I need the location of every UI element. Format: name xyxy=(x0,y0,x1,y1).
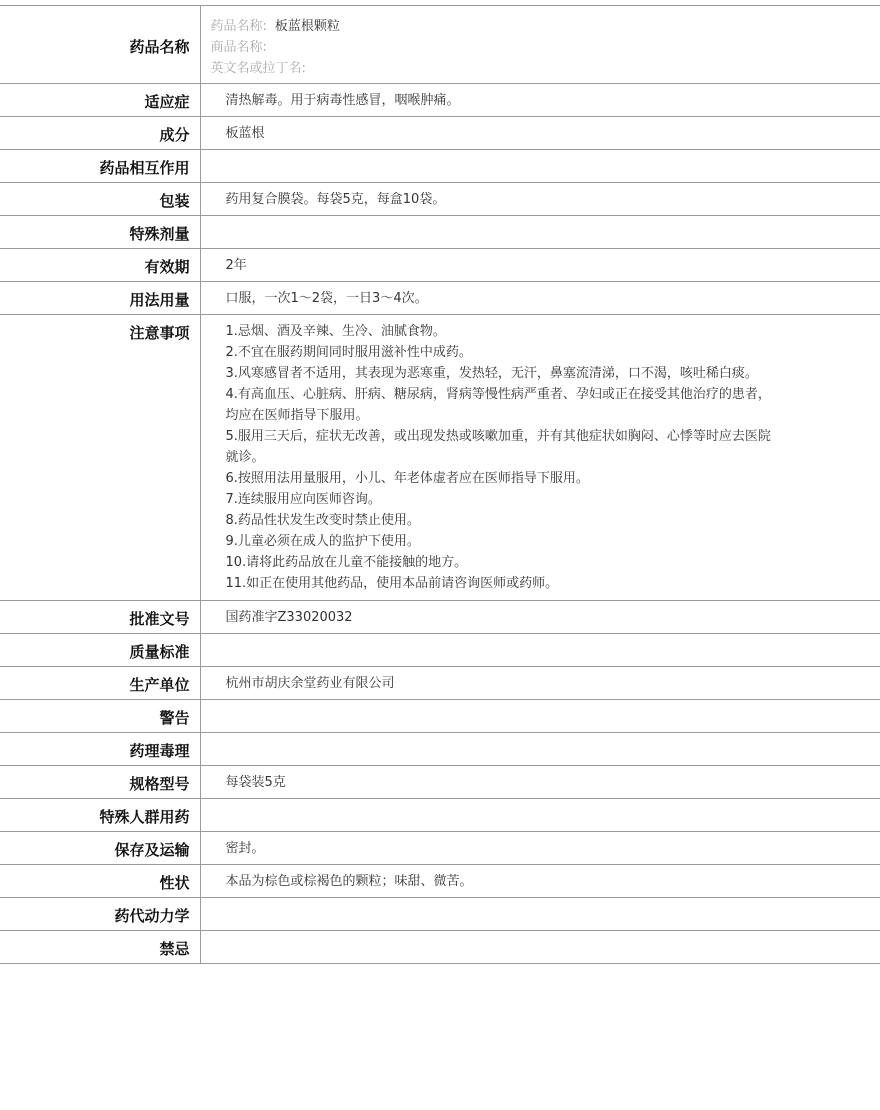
label-toxicology: 药理毒理 xyxy=(0,733,200,766)
value-drug-names xyxy=(200,6,880,84)
precaution-item: 6.按照用法用量服用，小儿、年老体虚者应在医师指导下服用。 xyxy=(225,471,589,486)
row-manufacturer xyxy=(0,667,880,700)
precaution-item: 3.风寒感冒者不适用，其表现为恶寒重，发热轻，无汗，鼻塞流清涕，口不渴，咳吐稀白痰。 xyxy=(225,366,758,381)
label-warning: 警告 xyxy=(0,700,200,733)
label-interactions: 药品相互作用 xyxy=(0,150,200,183)
value-usage: 口服，一次1～2袋，一日3～4次。 xyxy=(200,282,880,315)
row-pharmacokinetics xyxy=(0,898,880,931)
row-usage xyxy=(0,282,880,315)
precaution-item: 2.不宜在服药期间同时服用滋补性中成药。 xyxy=(225,345,472,360)
precaution-item: 1.忌烟、酒及辛辣、生冷、油腻食物。 xyxy=(225,324,446,339)
precaution-item: 7.连续服用应向医师咨询。 xyxy=(225,492,381,507)
value-contraindications xyxy=(200,931,880,964)
row-indication xyxy=(0,84,880,117)
value-indication: 清热解毒。用于病毒性感冒，咽喉肿痛。 xyxy=(200,84,880,117)
value-toxicology xyxy=(200,733,880,766)
value-ingredients: 板蓝根 xyxy=(200,117,880,150)
label-quality-standard: 质量标准 xyxy=(0,634,200,667)
value-approval: 国药准字Z33020032 xyxy=(200,601,880,634)
row-quality-standard xyxy=(0,634,880,667)
value-interactions xyxy=(200,150,880,183)
label-drug-names: 药品名称 xyxy=(0,6,200,84)
label-appearance: 性状 xyxy=(0,865,200,898)
precaution-item: 4.有高血压、心脏病、肝病、糖尿病，肾病等慢性病严重者、孕妇或正在接受其他治疗的患者，均应在医师指导下服用。 xyxy=(225,387,771,423)
row-ingredients xyxy=(0,117,880,150)
row-approval xyxy=(0,601,880,634)
precaution-item: 11.如正在使用其他药品，使用本品前请咨询医师或药师。 xyxy=(225,576,559,591)
label-indication: 适应症 xyxy=(0,84,200,117)
row-special-dosage xyxy=(0,216,880,249)
value-package: 药用复合膜袋。每袋5克，每盒10袋。 xyxy=(200,183,880,216)
generic-name-value: 板蓝根颗粒 xyxy=(274,19,340,34)
value-specification: 每袋装5克 xyxy=(200,766,880,799)
label-precautions: 注意事项 xyxy=(0,315,200,601)
row-interactions xyxy=(0,150,880,183)
english-name-line xyxy=(211,58,880,79)
row-package xyxy=(0,183,880,216)
value-storage: 密封。 xyxy=(200,832,880,865)
value-quality-standard xyxy=(200,634,880,667)
row-specification xyxy=(0,766,880,799)
precaution-item: 9.儿童必须在成人的监护下使用。 xyxy=(225,534,420,549)
label-contraindications: 禁忌 xyxy=(0,931,200,964)
english-name-label: 英文名或拉丁名: xyxy=(210,61,306,76)
trade-name-line xyxy=(211,37,880,58)
label-specification: 规格型号 xyxy=(0,766,200,799)
trade-name-label: 商品名称: xyxy=(210,40,267,55)
value-warning xyxy=(200,700,880,733)
row-contraindications xyxy=(0,931,880,964)
row-drug-names xyxy=(0,6,880,84)
generic-name-line xyxy=(211,16,880,37)
precaution-item: 8.药品性状发生改变时禁止使用。 xyxy=(225,513,420,528)
row-warning xyxy=(0,700,880,733)
label-ingredients: 成分 xyxy=(0,117,200,150)
label-usage: 用法用量 xyxy=(0,282,200,315)
row-special-population xyxy=(0,799,880,832)
value-special-dosage xyxy=(200,216,880,249)
label-shelf-life: 有效期 xyxy=(0,249,200,282)
precautions-list xyxy=(226,321,774,596)
label-manufacturer: 生产单位 xyxy=(0,667,200,700)
value-manufacturer: 杭州市胡庆余堂药业有限公司 xyxy=(200,667,880,700)
drug-info-table xyxy=(0,5,880,964)
drug-info-sheet xyxy=(0,5,880,964)
label-special-population: 特殊人群用药 xyxy=(0,799,200,832)
row-storage xyxy=(0,832,880,865)
row-precautions xyxy=(0,315,880,601)
generic-name-label: 药品名称: xyxy=(210,19,267,34)
row-appearance xyxy=(0,865,880,898)
value-precautions xyxy=(200,315,880,601)
label-special-dosage: 特殊剂量 xyxy=(0,216,200,249)
value-shelf-life: 2年 xyxy=(200,249,880,282)
label-package: 包装 xyxy=(0,183,200,216)
precaution-item: 5.服用三天后，症状无改善，或出现发热或咳嗽加重，并有其他症状如胸闷、心悸等时应去医院就诊。 xyxy=(225,429,771,465)
value-pharmacokinetics xyxy=(200,898,880,931)
label-storage: 保存及运输 xyxy=(0,832,200,865)
label-approval: 批准文号 xyxy=(0,601,200,634)
label-pharmacokinetics: 药代动力学 xyxy=(0,898,200,931)
row-toxicology xyxy=(0,733,880,766)
precaution-item: 10.请将此药品放在儿童不能接触的地方。 xyxy=(225,555,468,570)
value-appearance: 本品为棕色或棕褐色的颗粒；味甜、微苦。 xyxy=(200,865,880,898)
value-special-population xyxy=(200,799,880,832)
row-shelf-life xyxy=(0,249,880,282)
